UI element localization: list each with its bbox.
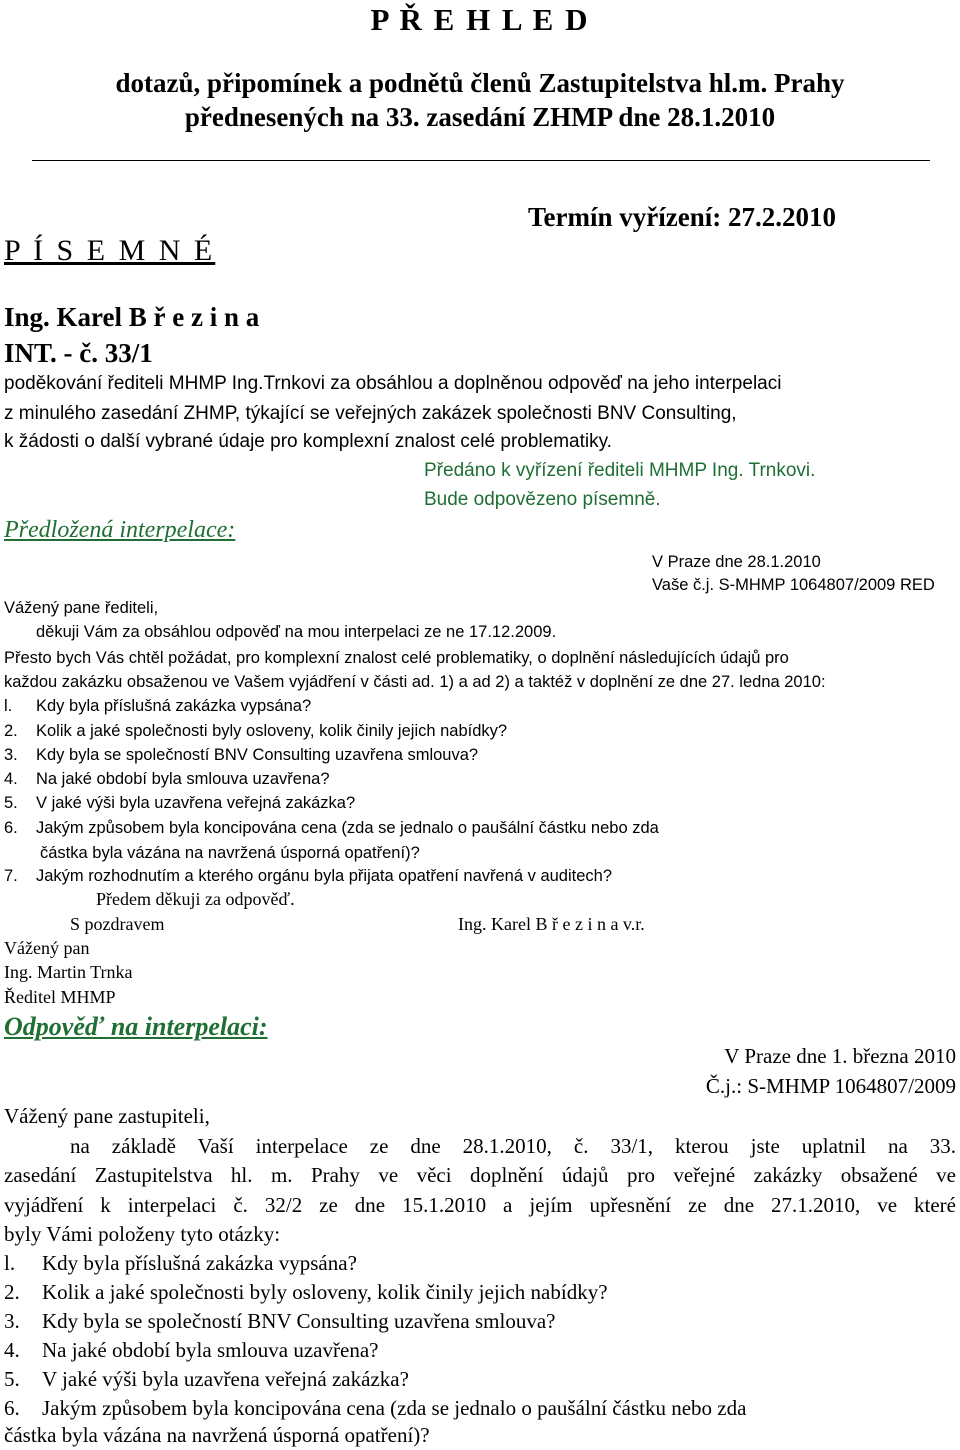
question-text: Kdy byla příslušná zakázka vypsána? [36,697,312,715]
question-text: Kdy byla se společností BNV Consulting uzavřena smlouva? [36,746,479,764]
question-number: 6. [4,819,18,837]
question-text: Na jaké období byla smlouva uzavřena? [42,1338,379,1362]
question-text: Kolik a jaké společnosti byly osloveny, kolik činily jejich nabídky? [36,722,508,740]
closing-predem: Předem děkuji za odpověď. [96,889,295,909]
question-number: 4. [4,1338,20,1362]
question-text-continued: částka byla vázána na navržená úsporná opatření)? [40,844,420,862]
question-number: 5. [4,1367,20,1391]
odpoved-heading: Odpověď na interpelaci: [4,1012,268,1041]
question-text-continued: částka byla vázána na navržená úsporná opatření)? [4,1423,430,1447]
question-text: V jaké výši byla uzavřena veřejná zakázka? [36,794,356,812]
interpelace-salutation: Vážený pane řediteli, [4,599,159,617]
question-text: Na jaké období byla smlouva uzavřena? [36,770,330,788]
question-text: Jakým rozhodnutím a kterého orgánu byla přijata opatření navřená v auditech? [36,867,613,885]
question-number: 5. [4,794,18,812]
odpoved-para-line2: zasedání Zastupitelstva hl. m. Prahy ve věci doplnění údajů pro veřejné zakázky obsažené ve [4,1163,956,1187]
question-number: l. [4,1251,16,1275]
question-number: 6. [4,1396,20,1420]
interpelation-number: INT. - č. 33/1 [4,338,153,368]
section-pisemne: P Í S E M N É [4,234,216,267]
odpoved-date: V Praze dne 1. března 2010 [724,1044,956,1068]
question-text: Jakým způsobem byla koncipována cena (zda se jednalo o paušální částku nebo zda [42,1396,747,1420]
odpoved-ref: Č.j.: S-MHMP 1064807/2009 [705,1074,956,1098]
odpoved-para-line1: na základě Vaší interpelace ze dne 28.1.2010, č. 33/1, kterou jste uplatnil na 33. [70,1134,956,1158]
document-title: P Ř E H L E D [370,2,590,37]
interpelace-thanks: děkuji Vám za obsáhlou odpověď na mou interpelaci ze ne 17.12.2009. [36,623,557,641]
interpelace-ref: Vaše č.j. S-MHMP 1064807/2009 RED [652,576,935,594]
interpelace-heading: Předložená interpelace: [4,517,236,543]
question-number: l. [4,697,13,715]
addressee-line1: Vážený pan [4,938,90,958]
question-text: Kdy byla příslušná zakázka vypsána? [42,1251,357,1275]
question-number: 2. [4,722,18,740]
question-text: Kdy byla se společností BNV Consulting uzavřena smlouva? [42,1309,556,1333]
signature: Ing. Karel B ř e z i n a v.r. [458,914,645,934]
intro-line3: k žádosti o další vybrané údaje pro komplexní znalost celé problematiky. [4,431,612,452]
addressee-line3: Ředitel MHMP [4,987,116,1007]
status-predano: Předáno k vyřízení řediteli MHMP Ing. Trnkovi. [424,460,816,481]
interpelace-request1: Přesto bych Vás chtěl požádat, pro komplexní znalost celé problematiky, o doplnění následujících údajů pro [4,649,789,667]
question-text: V jaké výši byla uzavřena veřejná zakázka? [42,1367,409,1391]
interpelace-date: V Praze dne 28.1.2010 [652,553,821,571]
deadline: Termín vyřízení: 27.2.2010 [528,202,836,232]
question-number: 2. [4,1280,20,1304]
question-number: 4. [4,770,18,788]
addressee-line2: Ing. Martin Trnka [4,962,133,982]
document-subtitle-line2: přednesených na 33. zasedání ZHMP dne 28.1.2010 [184,102,776,132]
question-number: 3. [4,1309,20,1333]
interpelace-request2: každou zakázku obsaženou ve Vašem vyjádření v části ad. 1) a ad 2) a taktéž v doplnění ze dne 27. ledna 2010: [4,673,826,691]
question-text: Kolik a jaké společnosti byly osloveny, kolik činily jejich nabídky? [42,1280,608,1304]
intro-line1: poděkování řediteli MHMP Ing.Trnkovi za obsáhlou a doplněnou odpověď na jeho interpelaci [4,373,782,394]
odpoved-para-line3: vyjádření k interpelaci č. 32/2 ze dne 15.1.2010 a jejím upřesnění ze dne 27.1.2010, ve které [4,1193,956,1217]
document-subtitle-line1: dotazů, připomínek a podnětů členů Zastupitelstva hl.m. Prahy [115,68,845,98]
author-name: Ing. Karel B ř e z i n a [4,302,260,332]
status-bude: Bude odpovězeno písemně. [424,489,661,510]
question-number: 3. [4,746,18,764]
intro-line2: z minulého zasedání ZHMP, týkající se veřejných zakázek společnosti BNV Consulting, [4,403,737,424]
question-text: Jakým způsobem byla koncipována cena (zda se jednalo o paušální částku nebo zda [36,819,659,837]
closing-pozdrav: S pozdravem [70,914,165,934]
question-number: 7. [4,867,18,885]
odpoved-salutation: Vážený pane zastupiteli, [4,1104,210,1128]
odpoved-para-line4: byly Vámi položeny tyto otázky: [4,1222,281,1246]
header-divider [32,160,930,161]
